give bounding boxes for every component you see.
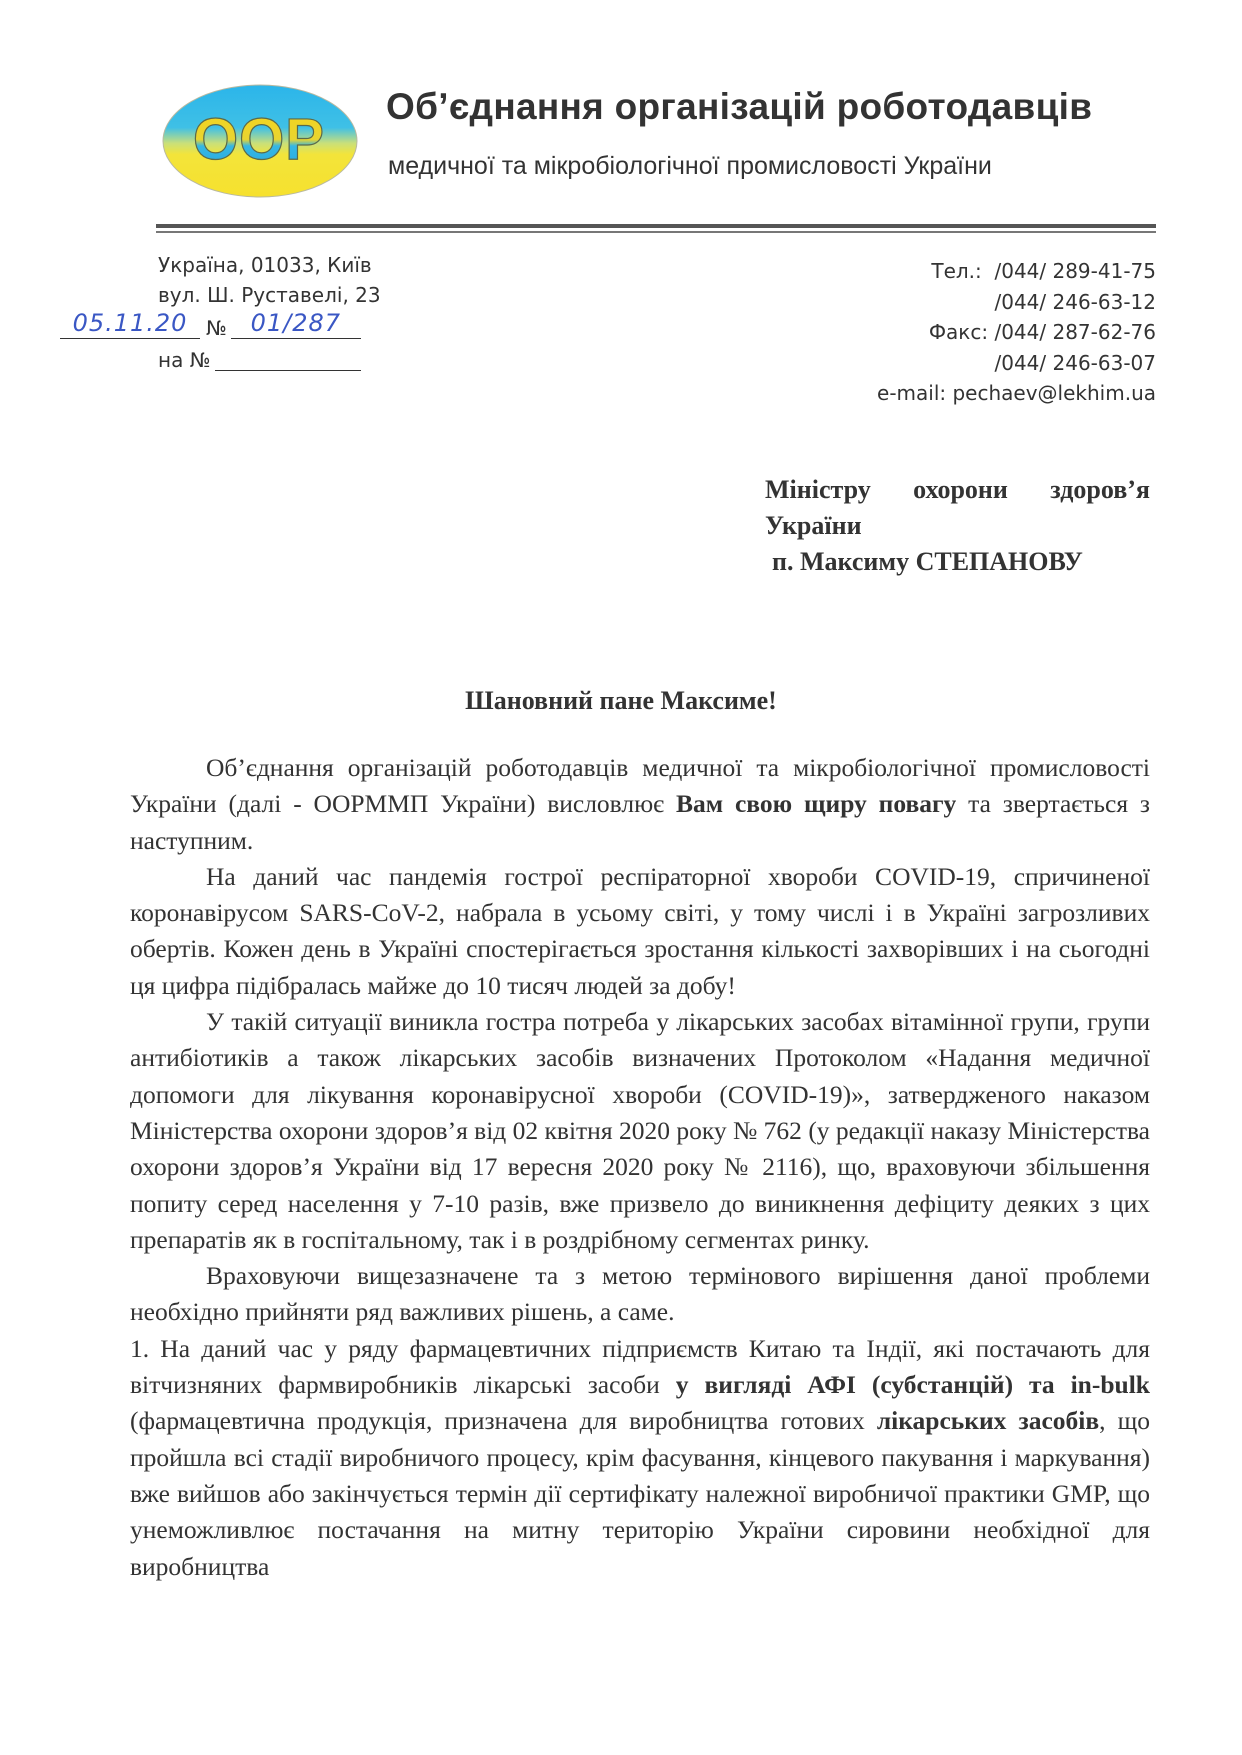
phone-2: /044/ 246-63-12 <box>994 289 1156 314</box>
recipient-block <box>765 472 1150 580</box>
paragraph-5 <box>130 1331 1150 1585</box>
fax-2: /044/ 246-63-07 <box>994 350 1156 375</box>
number-blank <box>231 308 361 339</box>
in-reply-registration <box>158 346 367 374</box>
in-reply-label: на № <box>158 348 211 372</box>
recipient-word: здоров’я <box>1050 475 1150 504</box>
logo-text: ООР <box>193 107 325 172</box>
organization-title: Об’єднання організацій роботодавців <box>386 86 1093 127</box>
handwritten-number: 01/287 <box>250 309 342 337</box>
email[interactable]: e-mail: pechaev@lekhim.ua <box>877 381 1156 405</box>
emphasis-text: у вигляді АФІ (субстанцій) та in-bulk <box>675 1370 1150 1400</box>
phone-1: Тел.: /044/ 289-41-75 <box>931 259 1156 283</box>
recipient-line-1 <box>765 472 1150 508</box>
paragraph-4: Враховуючи вищезазначене та з метою термінового вирішення даної проблеми необхідно прийняти ряд важливих рішень, а саме. <box>130 1261 1150 1327</box>
emphasis-text: лікарських засобів <box>876 1406 1100 1436</box>
in-reply-blank <box>215 348 361 371</box>
organization-subtitle: медичної та мікробіологічної промисловості України <box>388 152 992 180</box>
emphasis-text: Вам свою щиру повагу <box>675 789 957 819</box>
paragraph-text: та звертається з наступним. <box>130 789 1150 855</box>
paragraph-3: У такій ситуації виникла гостра потреба у лікарських засобах вітамінної групи, групи антибіотиків а також лікарських засобів визначених Протоколом «Надання медичної допомоги для лікування коронавірусної хвороби (COVID-19)», затвердженого наказом Міністерства охорони здоров’я від 02 квітня 2020 року № 762 (у редакції наказу Міністерства охорони здоров’я України від 17 вересня 2020 року № 2116), що, враховуючи збільшення попиту серед населення у 7-10 разів, вже призвело до виникнення дефіциту деяких з цих препаратів як в госпітальному, так і в роздрібному сегментах ринку. <box>130 1007 1150 1254</box>
paragraph-text: 1. На даний час у ряду фармацевтичних підприємств Китаю та Індії, які постачають для вітчизняних фармвиробників лікарські засоби <box>130 1333 1150 1400</box>
contact-details <box>877 256 1156 409</box>
letter-body <box>130 750 1150 1585</box>
outgoing-registration <box>56 310 367 342</box>
recipient-line-2: України <box>765 511 862 540</box>
header-divider-thin <box>156 231 1156 233</box>
paragraph-text: (фармацевтична продукція, призначена для виробництва готових <box>130 1406 877 1436</box>
paragraph-text: Об’єднання організацій роботодавців медичної та мікробіологічної промисловості України (далі - ООРММП України) висловлює <box>130 753 1150 819</box>
salutation: Шановний пане Максиме! <box>465 686 777 715</box>
address-line-2: вул. Ш. Руставелі, 23 <box>158 283 381 307</box>
organization-logo <box>160 82 360 200</box>
address-line-1: Україна, 01033, Київ <box>158 253 372 277</box>
header-divider-thick <box>156 224 1156 228</box>
fax-1: Факс: /044/ 287-62-76 <box>928 320 1156 344</box>
recipient-word: Міністру <box>765 475 871 504</box>
number-label: № <box>206 316 227 340</box>
recipient-word: охорони <box>913 475 1008 504</box>
paragraph-1 <box>130 750 1150 859</box>
oop-logo-icon <box>160 82 360 200</box>
date-blank <box>60 308 200 339</box>
paragraph-text: , що пройшла всі стадії виробничого процесу, крім фасування, кінцевого пакування і маркування) вже вийшов або закінчується термін дії сертифікату належної виробничої практики GMP, що унеможливлює постачання на митну територію України сировини необхідної для виробництва <box>130 1406 1150 1581</box>
recipient-name: п. Максиму СТЕПАНОВУ <box>772 547 1083 576</box>
paragraph-2: На даний час пандемія гострої респіраторної хвороби COVID-19, спричиненої коронавірусом SARS-CoV-2, набрала в усьому світі, у тому числі і в Україні загрозливих обертів. Кожен день в Україні спостерігається зростання кількості захворівших і на сьогодні ця цифра підібралась майже до 10 тисяч людей за добу! <box>130 861 1150 1000</box>
handwritten-date: 05.11.20 <box>72 309 188 337</box>
sender-address <box>158 250 381 310</box>
